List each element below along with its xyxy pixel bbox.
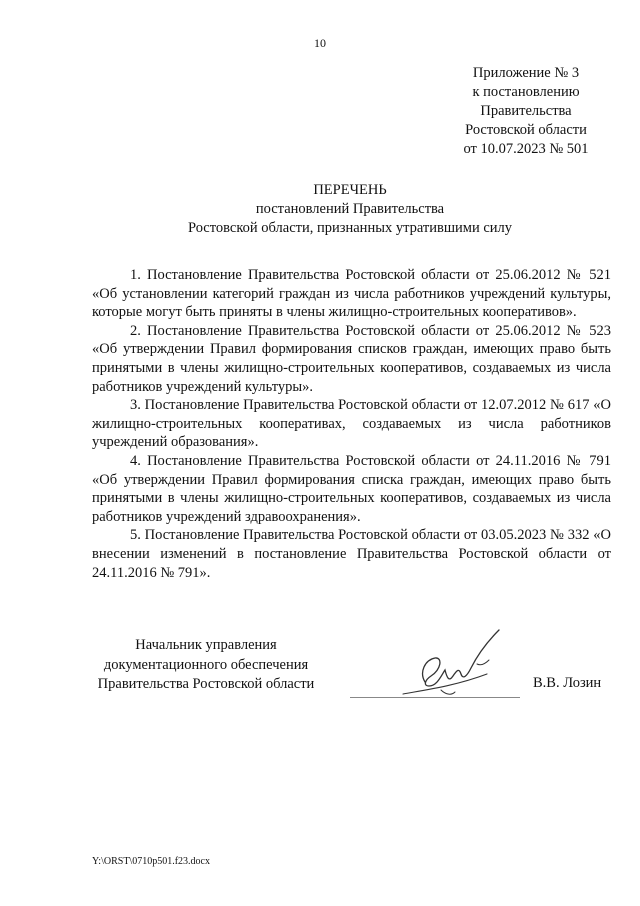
footer-file-path: Y:\ORST\0710p501.f23.docx — [92, 856, 210, 867]
list-item: 5. Постановление Правительства Ростовской области от 03.05.2023 № 332 «О внесении изменений в постановление Правительства Ростовской области от 24.11.2016 № 791». — [92, 527, 611, 581]
title-line-3: Ростовской области, признанных утратившими силу — [187, 220, 513, 236]
position-line-3: Правительства Ростовской области — [97, 676, 315, 692]
position-line-1: Начальник управления — [135, 637, 277, 653]
list-item: 4. Постановление Правительства Ростовской области от 24.11.2016 № 791 «Об утверждении Правил формирования списка граждан, имеющих право быть принятыми в члены жилищно-строительных кооперативов, создаваемых из числа работников учреждений здравоохранения». — [92, 452, 611, 525]
title-line-2: постановлений Правительства — [255, 201, 445, 217]
appendix-block — [436, 64, 616, 159]
appendix-line-5: от 10.07.2023 № 501 — [463, 141, 589, 157]
signatory-position — [86, 636, 326, 695]
appendix-line-4: Ростовской области — [465, 122, 587, 138]
document-title — [0, 181, 640, 238]
signer-name: В.В. Лозин — [533, 675, 602, 691]
title-heading: ПЕРЕЧЕНЬ — [313, 182, 387, 198]
position-line-2: документационного обеспечения — [103, 656, 309, 673]
appendix-line-1: Приложение № 3 — [472, 65, 580, 81]
appendix-line-3: Правительства — [480, 103, 572, 119]
list-item: 1. Постановление Правительства Ростовской области от 25.06.2012 № 521 «Об установлении категорий граждан из числа работников учреждений культуры, которые могут быть приняты в члены жилищно-строительных кооперативов». — [92, 267, 611, 321]
resolutions-list — [92, 266, 611, 582]
page-number: 10 — [314, 36, 326, 50]
list-item: 2. Постановление Правительства Ростовской области от 25.06.2012 № 523 «Об утверждении Правил формирования списков граждан, имеющих право быть принятыми в члены жилищно-строительных кооперативов, создаваемых из числа работников учреждений культуры». — [92, 322, 611, 395]
handwritten-signature — [395, 624, 515, 706]
appendix-line-2: к постановлению — [472, 84, 580, 100]
list-item: 3. Постановление Правительства Ростовской области от 12.07.2012 № 617 «О жилищно-строительных кооперативах, создаваемых из числа работников учреждений образования». — [92, 397, 611, 451]
